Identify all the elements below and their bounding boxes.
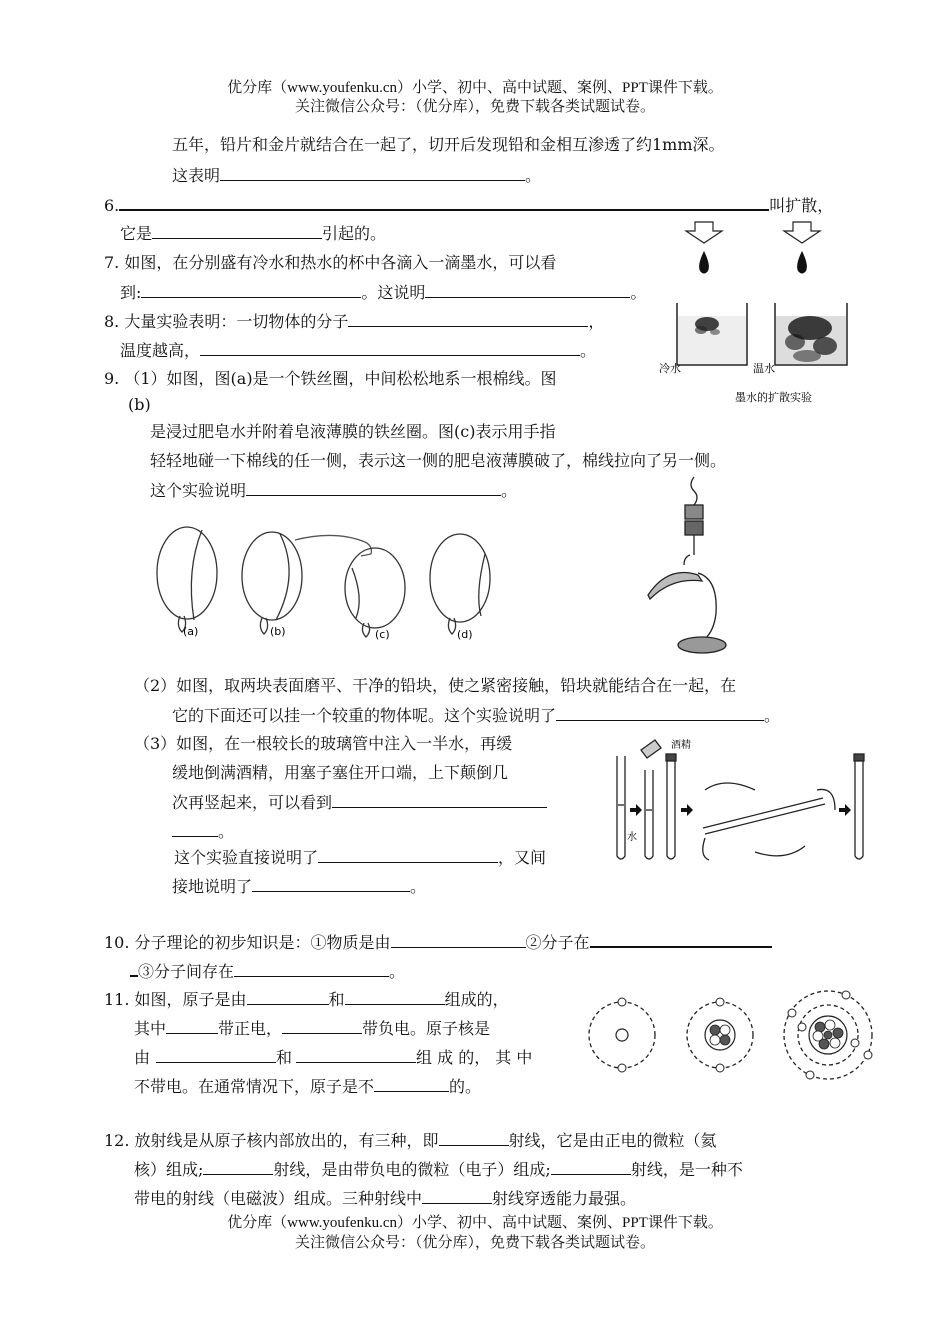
q10-line-2: ③分子间存在 。 [130,959,405,983]
q10-answer-blank-3[interactable] [234,960,389,977]
warm-water-label: 温水 [753,362,775,375]
q12-line-2: 核）组成; 射线，是由带负电的微粒（电子）组成; 射线，是一种不 [134,1160,743,1179]
q7-line-2: 到: 。这说明 。 [120,283,647,302]
q5-line-2: 这表明 。 [172,166,542,185]
header-line-2: 关注微信公众号：（优分库），免费下载各类试题试卷。 [294,99,655,115]
ring-label-c: (c) [375,628,390,641]
footer-line-1: 优分库（www.youfenku.cn）小学、初中、高中试题、案例、PPT课件下载。 [227,1215,723,1231]
down-arrow-icon [686,222,820,243]
q6-answer-blank-1[interactable] [119,193,769,211]
q8-answer-blank-2[interactable] [200,339,580,356]
q9-answer-blank-5[interactable] [252,875,410,892]
q12-line-1: 12. 放射线是从原子核内部放出的，有三种，即 射线，它是由正电的微粒（氦 [104,1131,717,1150]
q9-line-1b: (b) [128,395,151,414]
q12-line-3: 带电的射线（电磁波）组成。三种射线中 射线穿透能力最强。 [134,1189,637,1208]
q11-answer-blank-1[interactable] [247,988,329,1005]
q11-answer-blank-2[interactable] [345,988,445,1005]
ring-label-b: (b) [270,625,286,638]
q12-answer-blank-4[interactable] [422,1187,492,1204]
q7-line-1: 7. 如图，在分别盛有冷水和热水的杯中各滴入一滴墨水，可以看 [104,253,557,272]
q9-part2-line-1: （2）如图，取两块表面磨平、干净的铅块，使之紧密接触，铅块就能结合在一起，在 [134,676,737,695]
q7-answer-blank-2[interactable] [425,281,630,298]
q6-line-1: 6. 叫扩散， [104,193,833,217]
ink-diffusion-figure [655,218,855,413]
q10-answer-blank-1[interactable] [391,931,526,948]
q8-answer-blank-1[interactable] [348,310,588,327]
q9-part3-line-3: 次再竖起来，可以看到 [172,791,547,814]
q9-part2-line-2: 它的下面还可以挂一个较重的物体呢。这个实验说明了 。 [172,706,781,725]
q9-part3-line-4: 。 [172,820,234,843]
q11-answer-blank-6[interactable] [296,1046,416,1063]
q12-answer-blank-1[interactable] [439,1129,509,1146]
ring-label-a: (a) [183,625,199,638]
q9-part3-line-6: 接地说明了 。 [172,877,427,896]
glass-tube-figure [605,730,870,865]
q11-line-2: 其中 带正电， 带负电。原子核是 [134,1019,491,1038]
q9-answer-blank-1[interactable] [246,479,501,496]
q11-answer-blank-3[interactable] [166,1017,218,1034]
q5-line-1: 五年，铅片和金片就结合在一起了，切开后发现铅和金相互渗透了约1mm深。 [172,135,725,154]
q9-line-2: 是浸过肥皂水并附着皂液薄膜的铁丝圈。图(c)表示用手指 [150,422,556,441]
q6-answer-blank-2[interactable] [152,222,322,239]
q11-answer-blank-4[interactable] [282,1017,362,1034]
q11-line-3: 由 和 组 成 的， 其 中 [134,1048,533,1067]
footer-line-2: 关注微信公众号：（优分库），免费下载各类试题试卷。 [294,1235,655,1251]
soap-film-rings-figure [150,518,510,648]
ring-label-d: (d) [457,628,473,641]
ink-drop-icon [699,251,709,274]
q10-answer-blank-2[interactable] [590,930,772,948]
q8-line-2: 温度越高， 。 [120,341,597,360]
water-label: 水 [627,832,637,843]
atom-models-figure [580,985,880,1085]
q9-answer-blank-2[interactable] [556,704,764,721]
q9-line-4: 这个实验说明 。 [150,481,518,500]
q11-line-4: 不带电。在通常情况下，原子是不 的。 [134,1077,482,1096]
q5-answer-blank[interactable] [220,164,525,181]
q11-answer-blank-7[interactable] [374,1075,449,1092]
q11-line-1: 11. 如图，原子是由 和 组成的， [104,990,509,1009]
q8-line-1: 8. 大量实验表明：一切物体的分子 ， [104,312,605,331]
q9-part3-line-1: （3）如图，在一根较长的玻璃管中注入一半水，再缓 [134,734,513,753]
q9-answer-blank-3[interactable] [332,791,547,808]
q9-part3-line-5: 这个实验直接说明了 ，又间 [174,848,547,867]
q9-part3-line-2: 缓地倒满酒精，用塞子塞住开口端，上下颠倒几 [172,763,509,782]
q9-line-1: 9. （1）如图，图(a)是一个铁丝圈，中间松松地系一根棉线。图 [104,369,557,388]
q7-answer-blank-1[interactable] [141,281,361,298]
q10-line-1: 10. 分子理论的初步知识是：①物质是由 ②分子在 [104,930,772,954]
alcohol-label: 酒精 [671,740,691,751]
q9-answer-blank-3b[interactable] [172,820,218,837]
cold-water-label: 冷水 [659,362,681,375]
q12-answer-blank-2[interactable] [203,1158,273,1175]
q11-answer-blank-5[interactable] [156,1046,276,1063]
q6-line-2: 它是 引起的。 [120,224,387,243]
header-line-1: 优分库（www.youfenku.cn）小学、初中、高中试题、案例、PPT课件下载。 [227,80,723,96]
q9-line-3: 轻轻地碰一下棉线的任一侧，表示这一侧的肥皂液薄膜破了，棉线拉向了另一侧。 [150,451,727,470]
ink-figure-caption: 墨水的扩散实验 [735,391,812,404]
lead-blocks-figure [640,475,750,660]
q9-answer-blank-4[interactable] [318,846,498,863]
q12-answer-blank-3[interactable] [551,1158,631,1175]
ink-drop-icon [797,251,807,274]
